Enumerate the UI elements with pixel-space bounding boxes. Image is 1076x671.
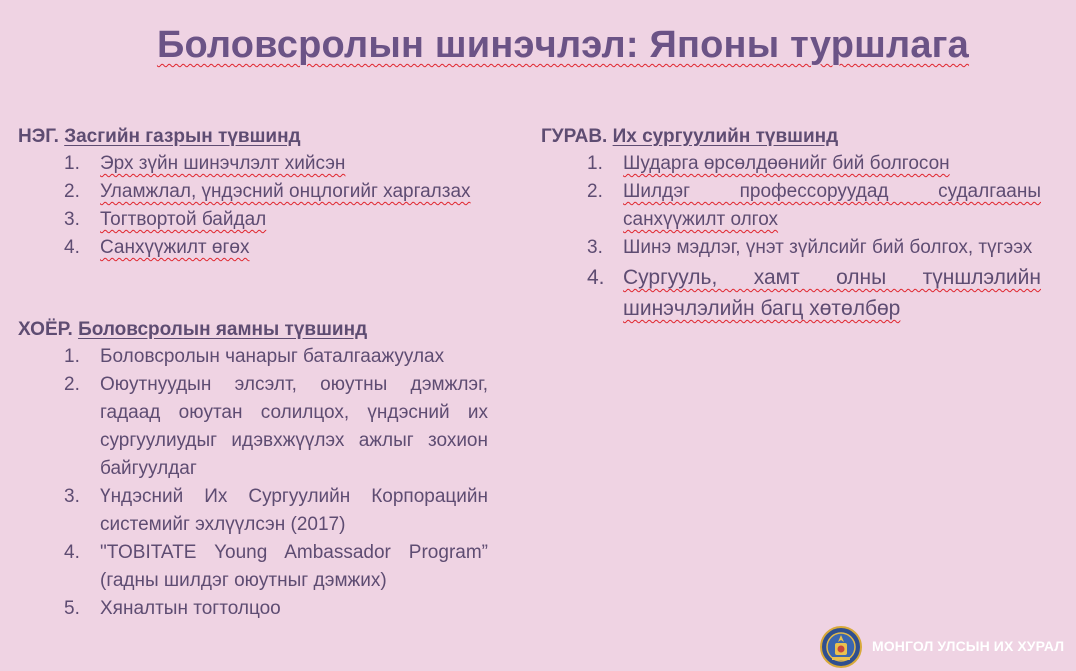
list-item — [64, 343, 488, 371]
section-university-level — [541, 124, 1041, 324]
list-item — [64, 483, 488, 539]
list-number: 1. — [64, 153, 80, 174]
section-heading-text: Засгийн газрын түвшинд — [64, 126, 301, 147]
list-item — [587, 262, 1041, 324]
section-prefix: ГУРАВ. — [541, 126, 608, 147]
list-number: 2. — [64, 374, 80, 395]
section-list — [587, 150, 1041, 324]
list-item — [64, 595, 488, 623]
list-number: 3. — [587, 237, 603, 258]
list-item-text: Санхүүжилт өгөх — [100, 237, 250, 258]
list-item — [64, 234, 488, 262]
section-government-level — [18, 124, 488, 262]
list-item — [64, 150, 488, 178]
list-item-text: Эрх зүйн шинэчлэлт хийсэн — [100, 153, 346, 174]
list-item — [587, 178, 1041, 234]
list-item-text: Үндэсний Их Сургуулийн Корпорацийн системийг эхлүүлсэн (2017) — [100, 486, 488, 535]
section-list — [64, 150, 488, 262]
list-item — [587, 150, 1041, 178]
section-prefix: НЭГ. — [18, 126, 59, 147]
list-number: 2. — [64, 181, 80, 202]
footer — [818, 624, 1076, 671]
list-item-text: Тогтвортой байдал — [100, 209, 267, 230]
list-number: 3. — [64, 209, 80, 230]
section-heading-text: Боловсролын яамны түвшинд — [78, 319, 368, 340]
list-item-text: Шударга өрсөлдөөнийг бий болгосон — [623, 153, 950, 174]
list-number: 1. — [587, 153, 603, 174]
list-item-text: Шинэ мэдлэг, үнэт зүйлсийг бий болгох, түгээх — [623, 237, 1033, 258]
section-heading — [541, 124, 1041, 150]
list-number: 1. — [64, 346, 80, 367]
list-number: 3. — [64, 486, 80, 507]
list-item-text: Хяналтын тогтолцоо — [100, 598, 281, 619]
footer-org-name: МОНГОЛ УЛСЫН ИХ ХУРАЛ — [872, 638, 1065, 654]
list-item — [64, 539, 488, 595]
state-emblem-icon — [820, 626, 862, 668]
list-number: 4. — [64, 237, 80, 258]
list-item — [64, 206, 488, 234]
section-heading — [18, 317, 488, 343]
list-number: 2. — [587, 181, 603, 202]
list-item-text: Шилдэг профессоруудад судалгааны санхүүжилт олгох — [623, 181, 1041, 230]
list-number: 5. — [64, 598, 80, 619]
list-item — [587, 234, 1041, 262]
list-item-text: Уламжлал, үндэсний онцлогийг харгалзах — [100, 181, 471, 202]
list-item-text: Сургууль, хамт олны түншлэлийн шинэчлэлийн багц хөтөлбөр — [623, 266, 1041, 320]
section-ministry-level — [18, 317, 488, 623]
page-title: Боловсролын шинэчлэл: Японы туршлага — [156, 24, 970, 66]
section-prefix: ХОЁР. — [18, 319, 73, 340]
list-item — [64, 371, 488, 483]
list-item-text: "TOBITATE Young Ambassador Program” (гадны шилдэг оюутныг дэмжих) — [100, 542, 488, 591]
list-item-text: Боловсролын чанарыг баталгаажуулах — [100, 346, 445, 367]
section-heading — [18, 124, 488, 150]
list-item — [64, 178, 488, 206]
list-item-text: Оюутнуудын элсэлт, оюутны дэмжлэг, гадаад оюутан солилцох, үндэсний их сургуулиудыг идэвхжүүлэх ажлыг зохион байгуулдаг — [100, 374, 488, 479]
list-number: 4. — [587, 266, 605, 289]
list-number: 4. — [64, 542, 80, 563]
section-heading-text: Их сургуулийн түвшинд — [612, 126, 839, 147]
section-list — [64, 343, 488, 623]
